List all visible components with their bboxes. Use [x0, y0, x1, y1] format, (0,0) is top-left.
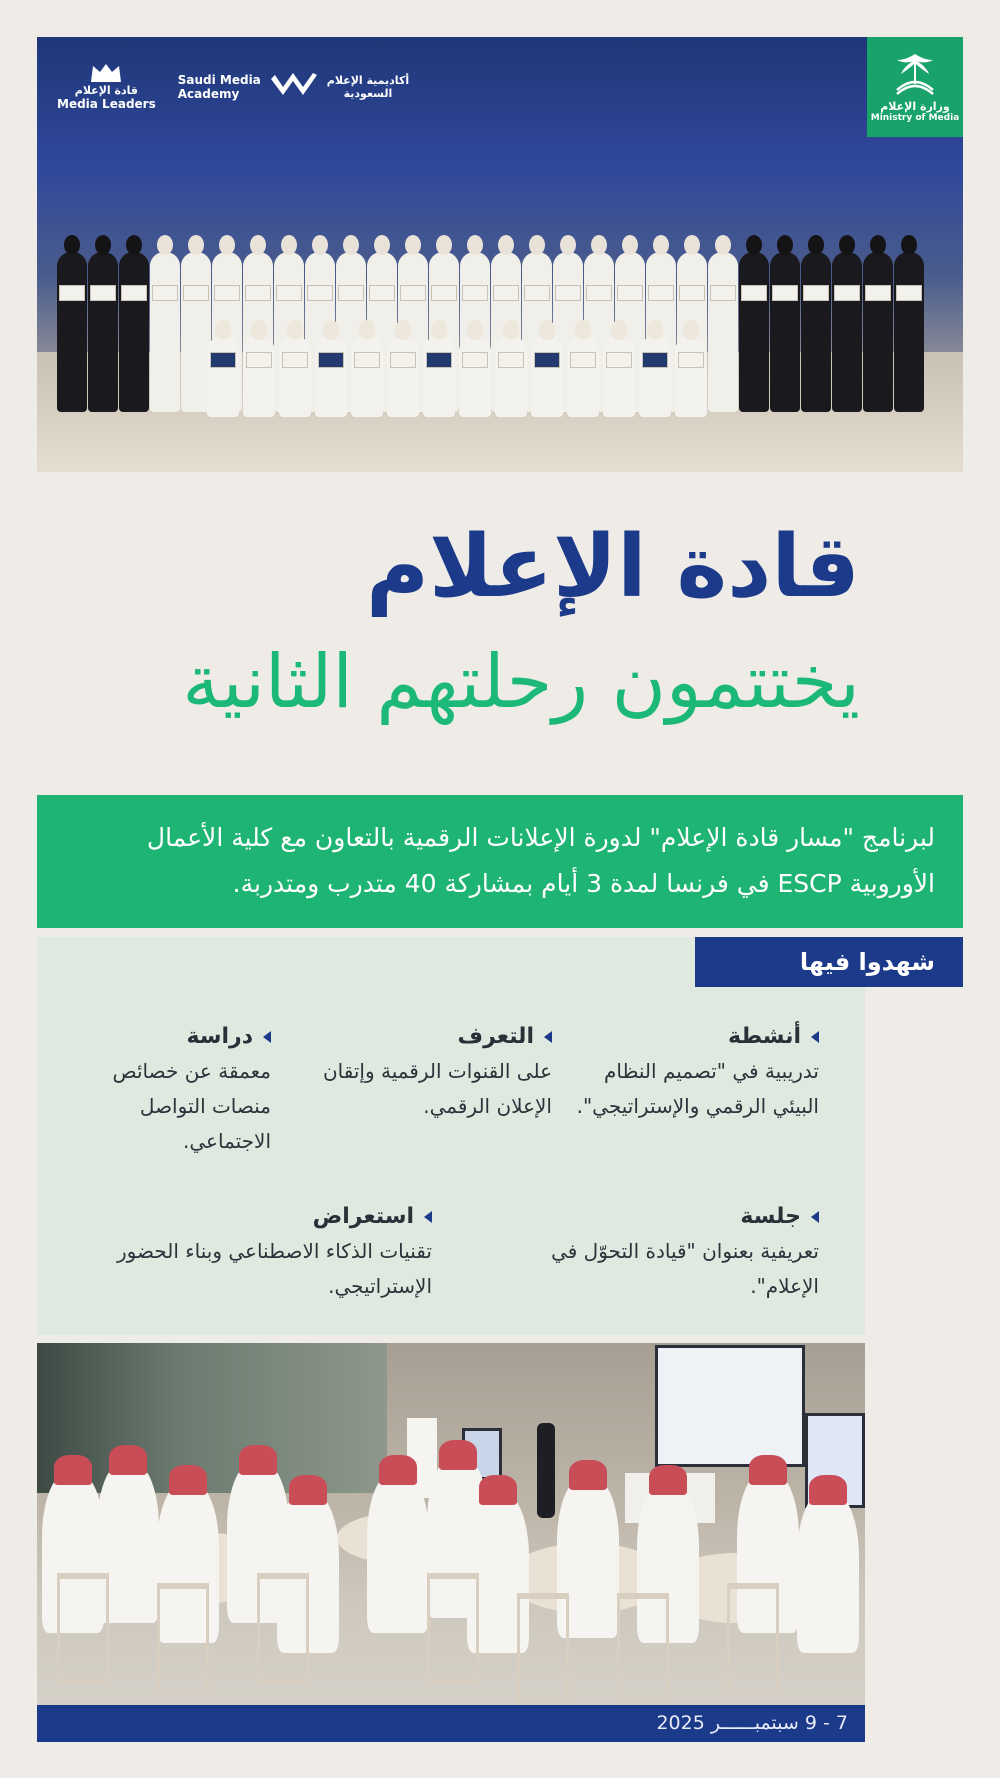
person-head — [777, 235, 793, 255]
activity-title: أنشطة — [728, 1024, 801, 1049]
headline — [40, 512, 860, 742]
certificate — [462, 352, 488, 368]
certificate — [534, 352, 560, 368]
certificate — [59, 285, 85, 301]
academy-ar-line2: السعودية — [343, 86, 393, 100]
activity-title: استعراض — [312, 1204, 414, 1229]
certificate — [152, 285, 178, 301]
kneeling-person — [675, 337, 707, 417]
presentation-screen — [655, 1345, 805, 1467]
media-leaders-ar: قادة الإعلام — [74, 84, 138, 97]
kneeling-person — [423, 337, 455, 417]
activity-item — [312, 1020, 552, 1124]
red-headscarf — [239, 1445, 277, 1475]
person-head — [746, 235, 762, 255]
red-headscarf — [169, 1465, 207, 1495]
certificate — [570, 352, 596, 368]
certificate — [246, 352, 272, 368]
kneeling-person — [639, 337, 671, 417]
banner-text: لبرنامج "مسار قادة الإعلام" لدورة الإعلانات الرقمية بالتعاون مع كلية الأعمال الأوروبية ESCP في فرنسا لمدة 3 أيام بمشاركة 40 متدرب ومتدربة. — [146, 823, 935, 898]
activity-title: التعرف — [457, 1024, 534, 1049]
standing-person — [57, 252, 87, 412]
academy-en-line1: Saudi Media — [177, 72, 261, 87]
section-tag: شهدوا فيها — [695, 937, 963, 987]
certificate — [354, 352, 380, 368]
certificate — [555, 285, 581, 301]
red-headscarf — [289, 1475, 327, 1505]
certificate — [710, 285, 736, 301]
activity-title: دراسة — [186, 1024, 253, 1049]
certificate — [741, 285, 767, 301]
crown-icon — [89, 62, 123, 84]
certificate — [772, 285, 798, 301]
chair — [427, 1573, 479, 1683]
kneeling-person — [207, 337, 239, 417]
palm-swords-emblem-icon — [889, 50, 941, 100]
standing-person — [801, 252, 831, 412]
certificate — [524, 285, 550, 301]
person-head — [498, 235, 514, 255]
certificate — [369, 285, 395, 301]
chair — [157, 1583, 209, 1693]
certificate — [338, 285, 364, 301]
person-head — [157, 235, 173, 255]
person-head — [395, 320, 411, 340]
certificate — [431, 285, 457, 301]
person-head — [215, 320, 231, 340]
certificate — [679, 285, 705, 301]
certificate — [617, 285, 643, 301]
certificate — [865, 285, 891, 301]
person-head — [287, 320, 303, 340]
academy-en-line2: Academy — [177, 86, 240, 101]
certificate — [896, 285, 922, 301]
kneeling-person — [351, 337, 383, 417]
person-head — [281, 235, 297, 255]
certificate — [462, 285, 488, 301]
certificate — [282, 352, 308, 368]
standing-person — [770, 252, 800, 412]
person-head — [343, 235, 359, 255]
person-head — [839, 235, 855, 255]
certificate — [210, 352, 236, 368]
certificate — [183, 285, 209, 301]
person-head — [870, 235, 886, 255]
bullet-triangle-icon — [811, 1211, 819, 1223]
standing-person — [863, 252, 893, 412]
activity-item — [56, 1020, 271, 1159]
workshop-photo — [37, 1343, 865, 1705]
activity-item — [52, 1200, 432, 1304]
person-head — [312, 235, 328, 255]
certificate — [834, 285, 860, 301]
certificate — [318, 352, 344, 368]
chair — [517, 1593, 569, 1703]
certificate — [400, 285, 426, 301]
chair — [257, 1573, 309, 1683]
trainee — [367, 1473, 429, 1633]
certificate — [606, 352, 632, 368]
standing-person — [150, 252, 180, 412]
person-head — [653, 235, 669, 255]
activity-body: تدريبية في "تصميم النظام البيئي الرقمي والإستراتيجي". — [576, 1059, 819, 1118]
activity-title-row — [312, 1020, 552, 1054]
academy-ar-line1: أكاديمية الإعلام — [326, 73, 410, 87]
standing-person — [894, 252, 924, 412]
kneeling-person — [387, 337, 419, 417]
person-head — [359, 320, 375, 340]
person-head — [323, 320, 339, 340]
certificate — [245, 285, 271, 301]
person-head — [575, 320, 591, 340]
activity-title-row — [52, 1200, 432, 1234]
certificate — [426, 352, 452, 368]
red-headscarf — [749, 1455, 787, 1485]
person-head — [715, 235, 731, 255]
standing-person — [88, 252, 118, 412]
certificate — [390, 352, 416, 368]
red-headscarf — [439, 1440, 477, 1470]
standing-person — [832, 252, 862, 412]
activity-title-row — [56, 1020, 271, 1054]
chair — [727, 1583, 779, 1693]
person-head — [467, 235, 483, 255]
certificate — [493, 285, 519, 301]
kneeling-person — [603, 337, 635, 417]
red-headscarf — [479, 1475, 517, 1505]
activity-body: تعريفية بعنوان "قيادة التحوّل في الإعلام". — [551, 1239, 819, 1298]
standing-person — [119, 252, 149, 412]
certificate — [121, 285, 147, 301]
red-headscarf — [54, 1455, 92, 1485]
person-head — [503, 320, 519, 340]
kneeling-person — [315, 337, 347, 417]
certificate — [307, 285, 333, 301]
activity-body: تقنيات الذكاء الاصطناعي وبناء الحضور الإستراتيجي. — [116, 1239, 432, 1298]
activity-item — [519, 1200, 819, 1304]
chair — [57, 1573, 109, 1683]
person-head — [560, 235, 576, 255]
person-head — [684, 235, 700, 255]
activity-item — [559, 1020, 819, 1124]
person-head — [436, 235, 452, 255]
person-head — [591, 235, 607, 255]
activity-title-row — [559, 1020, 819, 1054]
chair — [617, 1593, 669, 1703]
certificate — [642, 352, 668, 368]
person-head — [647, 320, 663, 340]
standing-person — [708, 252, 738, 412]
media-leaders-logo — [57, 62, 156, 111]
ministry-name-ar: وزارة الإعلام — [880, 100, 950, 113]
activity-body: معمقة عن خصائص منصات التواصل الاجتماعي. — [112, 1059, 271, 1153]
kneeling-person — [243, 337, 275, 417]
certificate — [678, 352, 704, 368]
kneeling-person — [459, 337, 491, 417]
person-head — [467, 320, 483, 340]
person-head — [219, 235, 235, 255]
standing-person — [739, 252, 769, 412]
bullet-triangle-icon — [263, 1031, 271, 1043]
event-date: 7 - 9 سبتمبــــــر 2025 — [37, 1705, 865, 1742]
certificate — [498, 352, 524, 368]
person-head — [431, 320, 447, 340]
person-head — [622, 235, 638, 255]
ministry-name-en: Ministry of Media — [870, 113, 960, 123]
person-head — [126, 235, 142, 255]
certificate — [586, 285, 612, 301]
person-head — [251, 320, 267, 340]
person-head — [901, 235, 917, 255]
partner-logos — [57, 62, 409, 111]
certificate — [803, 285, 829, 301]
activity-body: على القنوات الرقمية وإتقان الإعلان الرقمي. — [322, 1059, 552, 1118]
kneeling-person — [495, 337, 527, 417]
bullet-triangle-icon — [424, 1211, 432, 1223]
program-banner — [37, 795, 963, 928]
academy-mark-icon — [269, 69, 319, 105]
media-leaders-en: Media Leaders — [57, 97, 156, 111]
certificate — [276, 285, 302, 301]
person-head — [808, 235, 824, 255]
person-head — [529, 235, 545, 255]
red-headscarf — [569, 1460, 607, 1490]
activity-title: جلسة — [740, 1204, 801, 1229]
kneeling-person — [531, 337, 563, 417]
person-head — [611, 320, 627, 340]
headline-subtitle: يختتمون رحلتهم الثانية — [182, 639, 860, 725]
saudi-media-academy-logo — [178, 69, 409, 105]
person-head — [188, 235, 204, 255]
ministry-logo — [867, 37, 963, 137]
person-head — [374, 235, 390, 255]
certificate — [648, 285, 674, 301]
presenter — [537, 1423, 555, 1518]
certificate — [214, 285, 240, 301]
person-head — [64, 235, 80, 255]
activity-title-row — [519, 1200, 819, 1234]
kneeling-person — [279, 337, 311, 417]
kneeling-person — [567, 337, 599, 417]
red-headscarf — [109, 1445, 147, 1475]
red-headscarf — [809, 1475, 847, 1505]
bullet-triangle-icon — [544, 1031, 552, 1043]
trainee — [797, 1493, 859, 1653]
person-head — [539, 320, 555, 340]
red-headscarf — [379, 1455, 417, 1485]
person-head — [683, 320, 699, 340]
bullet-triangle-icon — [811, 1031, 819, 1043]
group-photo — [37, 37, 963, 472]
person-head — [95, 235, 111, 255]
certificate — [90, 285, 116, 301]
headline-title: قادة الإعلام — [365, 517, 860, 617]
red-headscarf — [649, 1465, 687, 1495]
person-head — [405, 235, 421, 255]
person-head — [250, 235, 266, 255]
